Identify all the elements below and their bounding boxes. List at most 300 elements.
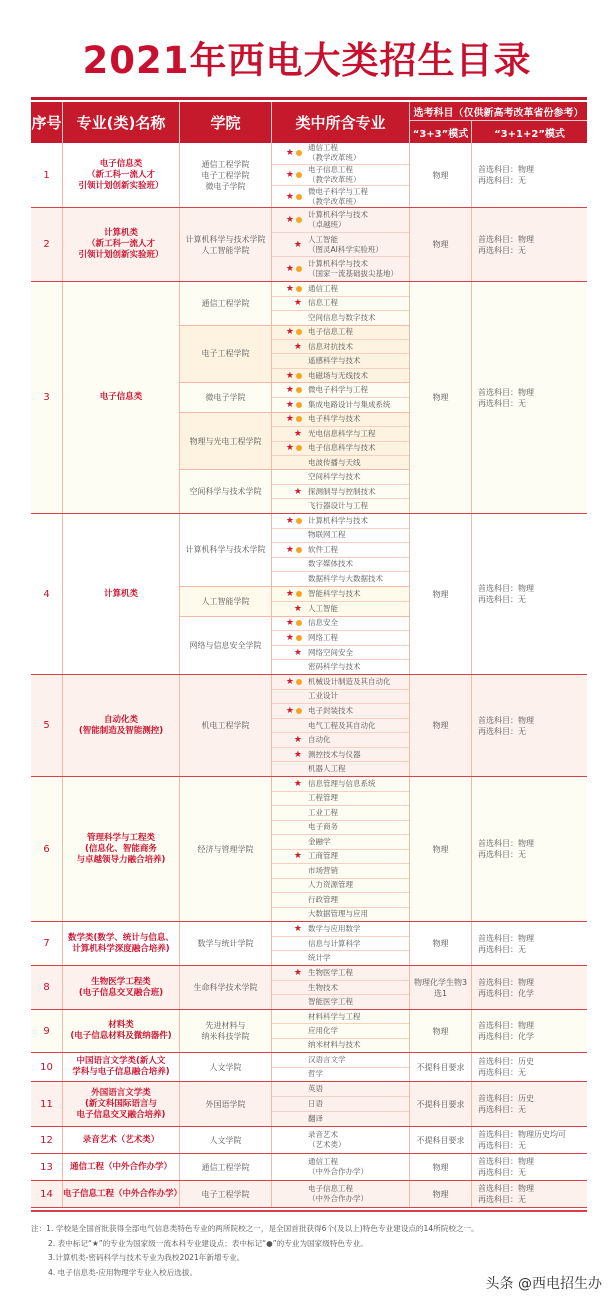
program-name — [63, 514, 180, 674]
major-marks — [272, 264, 308, 274]
star-icon: ★ — [285, 214, 294, 225]
major-name-line: 计算机科学与技术 — [308, 209, 368, 219]
major-name-line: 电子商务 — [308, 822, 338, 832]
program-name-line: 管理科学与工程类 — [86, 832, 155, 843]
requirement-3-3: 物理 — [410, 675, 472, 776]
major-name-line: 空间信息与数字技术 — [308, 312, 376, 322]
requirement-3-1-2 — [472, 208, 587, 281]
table-row — [31, 282, 587, 514]
major-item — [272, 995, 409, 1009]
major-name — [308, 458, 361, 468]
table-row — [31, 777, 587, 922]
major-name — [308, 1026, 338, 1036]
major-marks — [272, 851, 308, 861]
program-name-line: 电子信息类 — [99, 158, 143, 169]
majors-list — [272, 1053, 410, 1081]
major-name-line: 通信工程 — [308, 1157, 338, 1166]
major-marks — [272, 735, 308, 745]
college-line: 外国语学院 — [205, 1099, 246, 1109]
major-name-line: 金融学 — [308, 836, 331, 846]
major-item — [272, 777, 409, 792]
majors-list — [272, 282, 410, 325]
major-name — [308, 313, 376, 323]
college-line: 生命科学技术学院 — [193, 983, 258, 992]
header-mode33: “3+3”模式 — [410, 121, 472, 143]
college-name — [180, 208, 272, 281]
program-name-line: 自动化类 — [103, 714, 138, 725]
college-group — [180, 1082, 410, 1126]
row-number: 5 — [31, 675, 63, 776]
college-group — [180, 383, 410, 412]
college-group — [180, 470, 410, 513]
college-name — [180, 922, 272, 965]
row-number: 4 — [31, 514, 63, 674]
college-group — [180, 514, 410, 587]
college-groups — [180, 514, 410, 674]
star-icon: ★ — [285, 588, 294, 599]
major-name-line: 物联网工程 — [308, 530, 346, 540]
college-name — [180, 1154, 272, 1180]
dot-icon — [296, 172, 302, 178]
dot-icon — [296, 329, 302, 335]
college-line: 计算机科学与技术学院 — [185, 545, 266, 555]
major-name-line: 工业工程 — [308, 807, 338, 817]
major-name-line: 电子信息工程 — [308, 1184, 353, 1193]
major-item — [272, 646, 409, 661]
major-name-line: 市场营销 — [308, 865, 338, 875]
major-name-line: （教学改革班） — [308, 153, 361, 163]
major-name-line: 微电子科学与工程 — [308, 385, 368, 395]
major-name-line: （教学改革班） — [308, 196, 361, 206]
requirement-3-1-2 — [472, 1127, 587, 1153]
major-marks — [272, 604, 308, 614]
college-name — [180, 777, 272, 921]
major-name — [308, 983, 338, 993]
row-number: 13 — [31, 1154, 63, 1180]
table-row — [31, 1181, 587, 1208]
row-number: 8 — [31, 966, 63, 1009]
major-name — [308, 851, 338, 861]
major-name — [308, 1184, 368, 1204]
major-name-line: （卓越班） — [308, 219, 346, 229]
college-name — [180, 143, 272, 207]
major-item — [272, 442, 409, 456]
major-name — [308, 618, 338, 628]
major-marks — [272, 924, 308, 934]
college-line: 网络与信息安全学院 — [189, 640, 262, 650]
dot-icon — [296, 635, 302, 641]
college-groups — [180, 1053, 410, 1081]
major-item — [272, 326, 409, 340]
majors-list — [272, 922, 410, 965]
table-header — [31, 102, 587, 143]
college-line: 纳米科技学院 — [201, 1032, 250, 1041]
requirement-line: 首选科目：物理 — [478, 1157, 534, 1166]
star-icon: ★ — [285, 676, 294, 687]
requirement-line: 再选科目：无 — [478, 595, 526, 604]
major-name — [308, 429, 376, 439]
major-name — [308, 953, 331, 963]
requirement-3-3: 物理 — [410, 514, 472, 674]
college-line: 微电子学院 — [205, 181, 246, 191]
major-name-line: 自动化 — [308, 735, 331, 745]
major-name — [308, 371, 368, 381]
major-name-line: 探测制导与控制技术 — [308, 486, 376, 496]
college-group — [180, 617, 410, 674]
requirement-3-1-2 — [472, 1010, 587, 1052]
table-row — [31, 208, 587, 282]
major-marks — [272, 443, 308, 453]
major-item — [272, 499, 409, 513]
major-name — [308, 165, 361, 185]
header-name: 专业(类)名称 — [63, 102, 180, 143]
major-marks — [272, 148, 308, 158]
program-name — [63, 143, 180, 207]
major-marks — [272, 327, 308, 337]
requirement-line: 首选科目：物理 — [478, 933, 534, 943]
major-name-line: 电子科学与技术 — [308, 414, 361, 424]
row-number: 11 — [31, 1082, 63, 1126]
college-group — [180, 922, 410, 965]
major-name-line: 电磁场与无线技术 — [308, 370, 368, 380]
college-groups — [180, 966, 410, 1009]
major-name — [308, 721, 376, 731]
major-name-line: 电气工程及其自动化 — [308, 720, 376, 730]
college-name — [180, 1181, 272, 1207]
table-row — [31, 1082, 587, 1127]
major-name — [308, 735, 331, 745]
requirement-3-3: 不提科目要求 — [410, 1127, 472, 1153]
program-name — [63, 922, 180, 965]
star-icon: ★ — [285, 443, 294, 454]
major-item — [272, 543, 409, 558]
college-group — [180, 208, 410, 281]
major-name — [308, 210, 368, 230]
major-name-line: 机械设计制造及其自动化 — [308, 676, 391, 686]
requirement-line: 再选科目：无 — [478, 850, 526, 859]
major-item — [272, 719, 409, 734]
dot-icon — [296, 518, 302, 524]
major-name-line: 应用化学 — [308, 1025, 338, 1035]
major-item — [272, 485, 409, 500]
program-name-line: 数学类(数学、统计与信息、 — [68, 932, 174, 943]
program-name-line: 引领计划创新实验班） — [78, 250, 164, 260]
major-name — [308, 516, 368, 526]
major-name-line: 集成电路设计与集成系统 — [308, 399, 391, 409]
major-name-line: 工商管理 — [308, 851, 338, 861]
major-marks — [272, 400, 308, 410]
requirement-line: 首选科目：物理 — [478, 387, 534, 397]
major-name — [308, 284, 338, 294]
divider — [31, 1210, 587, 1212]
requirement-3-1-2 — [472, 1154, 587, 1180]
dot-icon — [296, 217, 302, 223]
major-name-line: 信息安全 — [308, 618, 338, 628]
major-name-line: 行政管理 — [308, 894, 338, 904]
major-name-line: 通信工程 — [308, 143, 338, 153]
header-majors: 类中所含专业 — [272, 102, 410, 143]
program-name-line: 引领计划创新实验班） — [78, 180, 164, 191]
program-name-line: (智能制造及智能测控) — [78, 725, 164, 736]
notes — [31, 1222, 479, 1280]
star-icon: ★ — [293, 486, 302, 497]
major-item — [272, 879, 409, 894]
requirement-3-1-2 — [472, 675, 587, 776]
dot-icon — [296, 708, 302, 714]
requirement-line: 再选科目：无 — [478, 726, 526, 736]
row-number: 2 — [31, 208, 63, 281]
college-group — [180, 587, 410, 617]
college-groups — [180, 143, 410, 207]
major-name-line: 人工智能 — [308, 603, 338, 613]
major-name — [308, 1130, 346, 1150]
majors-list — [272, 1127, 410, 1153]
major-marks — [272, 545, 308, 555]
major-marks — [272, 633, 308, 643]
star-icon: ★ — [285, 170, 294, 180]
college-name — [180, 383, 272, 411]
college-line: 人文学院 — [209, 1135, 242, 1145]
requirement-line: 再选科目：无 — [478, 1141, 526, 1150]
requirement-3-1-2 — [472, 777, 587, 921]
major-name — [308, 604, 338, 614]
college-line: 机电工程学院 — [201, 721, 250, 730]
program-name — [63, 966, 180, 1009]
majors-list — [272, 587, 410, 616]
dot-icon — [296, 286, 302, 292]
major-item — [272, 311, 409, 325]
major-name-line: 飞行器设计与工程 — [308, 501, 368, 511]
college-name — [180, 587, 272, 616]
note-line: 2. 表中标记“★”的专业为国家级一流本科专业建设点；表中标记“●”的专业为国家级特色专业。 — [48, 1238, 368, 1248]
program-name — [63, 675, 180, 776]
major-item — [272, 587, 409, 602]
requirement-line: 首选科目：物理 — [478, 839, 534, 848]
major-item — [272, 282, 409, 297]
majors-list — [272, 1010, 410, 1052]
major-name-line: （中外合作办学） — [308, 1194, 368, 1203]
major-item — [272, 981, 409, 996]
major-name-line: 微电子科学与工程 — [308, 186, 368, 196]
major-name-line: 录音艺术 — [308, 1130, 338, 1139]
star-icon: ★ — [285, 705, 294, 716]
requirement-3-3: 物理 — [410, 1154, 472, 1180]
header-no: 序号 — [31, 102, 63, 143]
dot-icon — [296, 266, 302, 272]
row-number: 7 — [31, 922, 63, 965]
page-title: 2021年西电大类招生目录 — [82, 39, 532, 82]
catalog-table — [31, 143, 587, 1208]
major-item — [272, 297, 409, 312]
major-marks — [272, 192, 308, 202]
major-name — [308, 443, 376, 453]
table-row — [31, 966, 587, 1010]
star-icon: ★ — [293, 749, 302, 760]
requirement-3-3: 物理 — [410, 777, 472, 921]
major-item — [272, 398, 409, 412]
major-item — [272, 1154, 409, 1180]
star-icon: ★ — [285, 515, 294, 526]
major-marks — [272, 170, 308, 180]
dot-icon — [296, 679, 302, 685]
star-icon: ★ — [285, 618, 294, 629]
major-name-line: 数据科学与大数据技术 — [308, 574, 383, 584]
program-name — [63, 208, 180, 281]
major-item — [272, 1039, 409, 1052]
major-item — [272, 354, 409, 368]
major-item — [272, 835, 409, 850]
header-mode312: “3+1+2”模式 — [494, 128, 565, 140]
major-item — [272, 966, 409, 981]
requirement-3-1-2 — [472, 143, 587, 207]
college-name — [180, 1010, 272, 1052]
requirement-3-1-2 — [472, 922, 587, 965]
major-item — [272, 1097, 409, 1112]
major-name-line: 网络空间安全 — [308, 647, 353, 657]
major-name — [308, 1012, 361, 1022]
star-icon: ★ — [285, 632, 294, 643]
requirement-line: 再选科目：无 — [478, 245, 526, 255]
college-line: 人工智能学院 — [201, 245, 250, 255]
college-group — [180, 326, 410, 384]
major-name — [308, 187, 368, 207]
major-name-line: 汉语言文学 — [308, 1054, 346, 1064]
major-name — [308, 559, 353, 569]
major-name — [308, 472, 361, 482]
major-item — [272, 821, 409, 836]
college-groups — [180, 282, 410, 513]
program-name-line: 通信工程（中外合作办学） — [69, 1161, 172, 1172]
major-name — [308, 837, 331, 847]
program-name-line: 计算机类 — [103, 228, 138, 238]
star-icon: ★ — [293, 923, 302, 934]
major-marks — [272, 677, 308, 687]
table-row — [31, 675, 587, 777]
major-name-line: 电子封装技术 — [308, 705, 353, 715]
major-item — [272, 675, 409, 690]
requirement-3-1-2 — [472, 514, 587, 674]
requirement-line: 首选科目：物理 — [478, 1184, 534, 1193]
majors-list — [272, 617, 410, 674]
college-groups — [180, 1082, 410, 1126]
college-group — [180, 282, 410, 326]
row-number: 9 — [31, 1010, 63, 1052]
major-name — [308, 298, 338, 308]
major-item — [272, 456, 409, 469]
note-line: 3.计算机类-密码科学与技术专业为我校2021年新增专业。 — [48, 1253, 245, 1262]
program-name-line: 中国语言文学类(新人文 — [76, 1056, 166, 1066]
college-line: 空间科学与技术学院 — [189, 487, 262, 497]
major-name-line: 生物医学工程 — [308, 967, 353, 977]
college-line: 微电子学院 — [205, 393, 246, 402]
major-marks — [272, 648, 308, 658]
program-name-line: 电子信息交叉融合培养) — [76, 1109, 166, 1120]
program-name — [63, 1082, 180, 1126]
majors-list — [272, 470, 410, 513]
dot-icon — [296, 547, 302, 553]
star-icon: ★ — [285, 264, 294, 275]
majors-list — [272, 413, 410, 470]
major-name-line: 机器人工程 — [308, 764, 346, 774]
majors-list — [272, 1181, 410, 1207]
major-name — [308, 880, 353, 890]
major-name-line: 人工智能 — [308, 234, 338, 244]
major-name-line: 纳米材料与技术 — [308, 1040, 361, 1050]
requirement-line: 再选科目：无 — [478, 1195, 526, 1204]
requirement-line: 首选科目：物理 — [478, 165, 534, 174]
requirement-3-1-2 — [472, 966, 587, 1009]
major-name — [308, 793, 338, 803]
major-item — [272, 1082, 409, 1097]
majors-list — [272, 208, 410, 281]
requirement-line: 首选科目：物理 — [478, 977, 534, 987]
major-item — [272, 908, 409, 922]
program-name — [63, 1181, 183, 1207]
major-marks — [272, 298, 308, 308]
major-item — [272, 208, 409, 233]
major-name — [308, 589, 361, 599]
college-line: 人文学院 — [209, 1062, 242, 1072]
major-item — [272, 1053, 409, 1068]
major-name — [308, 779, 376, 789]
note-line: 注：1. 学校是全国首批获得全部电气信息类特色专业的两所院校之一，是全国首批获得6个(及以上)特色专业建设点的14所院校之一。 — [31, 1224, 479, 1233]
college-line: 数学与统计学院 — [197, 939, 254, 948]
requirement-line: 再选科目：无 — [478, 1068, 526, 1077]
major-name — [308, 400, 391, 410]
major-item — [272, 427, 409, 441]
major-item — [272, 558, 409, 573]
major-name — [308, 895, 338, 905]
star-icon: ★ — [293, 778, 302, 789]
college-group — [180, 675, 410, 776]
major-name-line: 通信工程 — [308, 283, 338, 293]
major-name — [308, 487, 376, 497]
major-name — [308, 385, 368, 395]
major-name-line: （国家一流基础拔尖基地） — [308, 269, 398, 279]
major-item — [272, 690, 409, 705]
major-name — [308, 808, 338, 818]
major-name-line: 材料科学与工程 — [308, 1011, 361, 1021]
major-name-line: （教学改革班） — [308, 175, 361, 184]
major-item — [272, 413, 409, 427]
dot-icon — [296, 591, 302, 597]
major-name-line: 测控技术与仪器 — [308, 749, 361, 759]
table-row — [31, 1127, 587, 1154]
major-marks — [272, 589, 308, 599]
college-line: 物理与光电工程学院 — [189, 436, 262, 446]
requirement-3-1-2 — [472, 1053, 587, 1081]
major-name — [308, 706, 353, 716]
major-name-line: 计算机科学与技术 — [308, 259, 368, 269]
program-name-line: 外国语言文学类 — [91, 1087, 151, 1098]
major-name-line: 信息管理与信息系统 — [308, 778, 376, 788]
table-row — [31, 1154, 587, 1181]
college-group — [180, 966, 410, 1009]
major-name — [308, 1157, 368, 1177]
requirement-3-3: 不提科目要求 — [410, 1082, 472, 1126]
major-name-line: 英语 — [308, 1084, 323, 1093]
requirement-line: 首选科目：物理 — [478, 234, 534, 244]
row-number: 6 — [31, 777, 63, 921]
major-name — [308, 822, 338, 832]
requirement-3-1-2 — [472, 1181, 587, 1207]
requirement-line: 首选科目：物理 — [478, 1021, 534, 1030]
major-item — [272, 1127, 409, 1153]
star-icon: ★ — [285, 370, 294, 381]
program-name-line: （新工科一流人才 — [86, 169, 155, 180]
major-name — [308, 501, 368, 511]
requirement-3-3: 不提科目要求 — [410, 1053, 472, 1081]
